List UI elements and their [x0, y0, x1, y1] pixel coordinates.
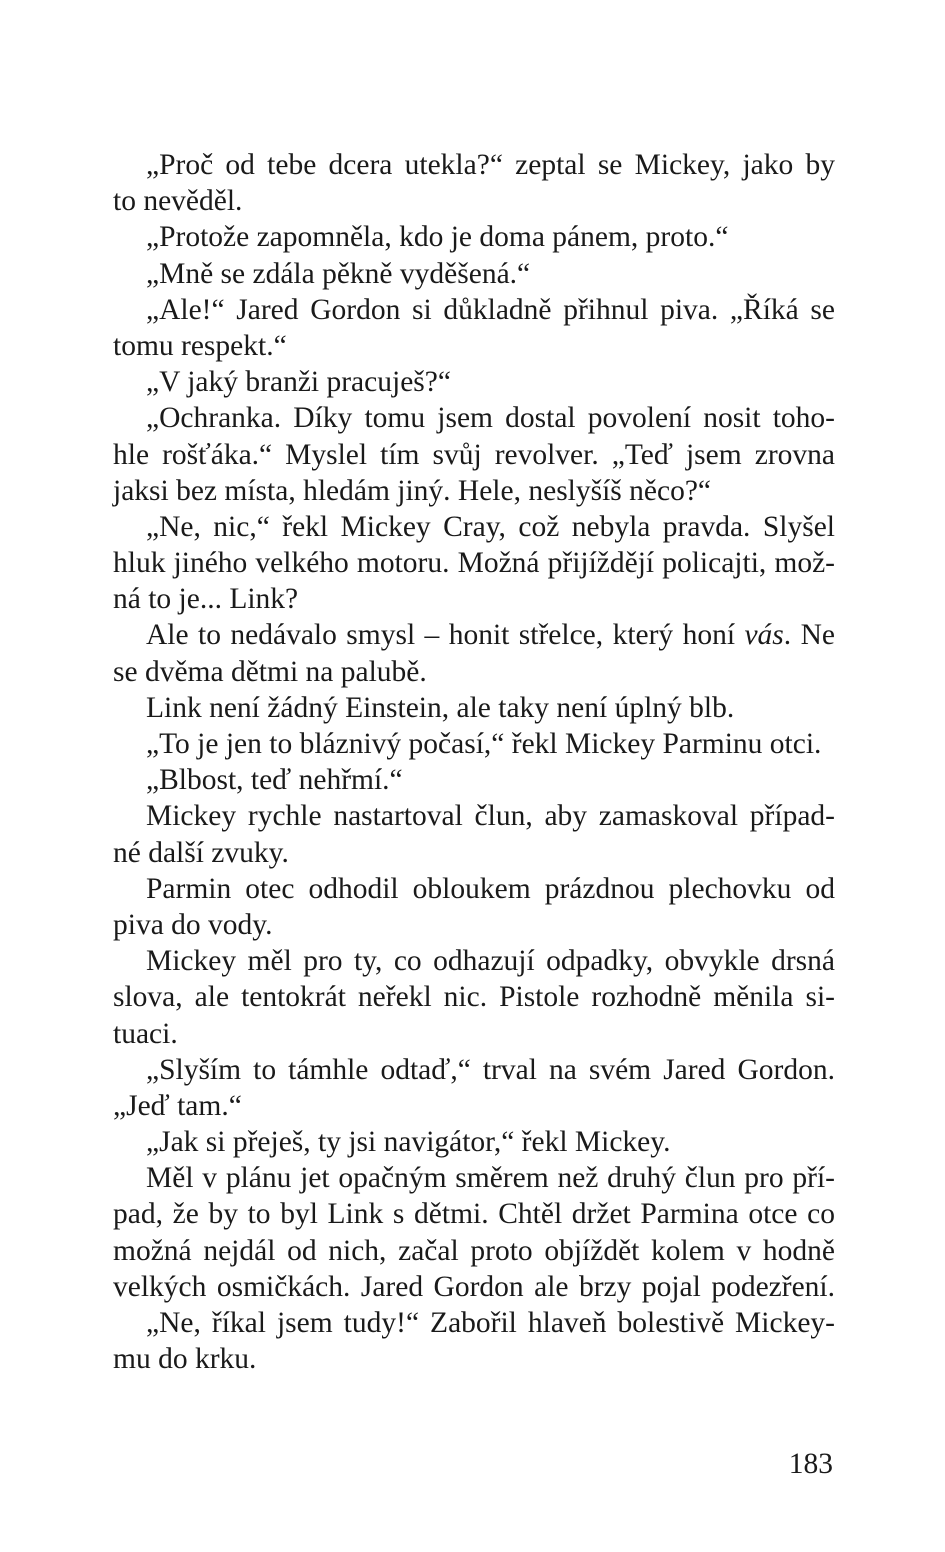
text-line: Link není žádný Einstein, ale taky není úplný blb. — [146, 691, 735, 724]
italic-emphasis: vás — [744, 619, 784, 652]
text-line: Parmin otec odhodil obloukem prázdnou plechovku od — [146, 872, 835, 905]
text-line: „Jeď tam.“ — [113, 1089, 242, 1122]
text-line: jaksi bez místa, hledám jiný. Hele, neslyšíš něco?“ — [113, 474, 712, 507]
text-line: možná nejdál od nich, začal proto objíždět kolem v hodně — [113, 1234, 835, 1267]
text-line: „Slyším to támhle odtaď,“ trval na svém Jared Gordon. — [146, 1053, 835, 1086]
text-line: „Protože zapomněla, kdo je doma pánem, proto.“ — [146, 221, 729, 254]
page-number: 183 — [788, 1448, 833, 1480]
text-line: hluk jiného velkého motoru. Možná přijíždějí policajti, mož- — [113, 547, 835, 580]
text-line: „Blbost, teď nehřmí.“ — [146, 764, 403, 797]
text-line: né další zvuky. — [113, 836, 289, 869]
text-line: to nevěděl. — [113, 185, 243, 218]
text-line: hle rošťáka.“ Myslel tím svůj revolver. „Teď jsem zrovna — [113, 438, 835, 471]
text-line: „V jaký branži pracuješ?“ — [146, 366, 451, 399]
text-line: pad, že by to byl Link s dětmi. Chtěl držet Parmina otce co — [113, 1198, 835, 1231]
text-segment: . Ne — [783, 619, 835, 652]
text-line: mu do krku. — [113, 1343, 257, 1376]
text-line: „Mně se zdála pěkně vyděšená.“ — [146, 257, 531, 290]
book-page-text — [113, 147, 835, 1377]
text-line: tomu respekt.“ — [113, 329, 287, 362]
text-line: ná to je... Link? — [113, 583, 299, 616]
text-line: „Ne, nic,“ řekl Mickey Cray, což nebyla pravda. Slyšel — [146, 510, 835, 543]
text-line: Mickey rychle nastartoval člun, aby zamaskoval případ- — [146, 800, 835, 833]
text-line: Měl v plánu jet opačným směrem než druhý člun pro pří- — [146, 1162, 835, 1195]
text-line: piva do vody. — [113, 908, 273, 941]
text-segment: Ale to nedávalo smysl – honit střelce, který honí — [146, 619, 745, 652]
text-line: slova, ale tentokrát neřekl nic. Pistole rozhodně měnila si- — [113, 981, 835, 1014]
text-line: „Jak si přeješ, ty jsi navigátor,“ řekl Mickey. — [146, 1126, 671, 1159]
text-line: „To je jen to bláznivý počasí,“ řekl Mickey Parminu otci. — [146, 728, 822, 760]
text-line: Mickey měl pro ty, co odhazují odpadky, obvykle drsná — [146, 945, 835, 978]
text-line: „Ale!“ Jared Gordon si důkladně přihnul piva. „Říká se — [146, 293, 835, 326]
text-line: tuaci. — [113, 1017, 178, 1050]
text-line: „Proč od tebe dcera utekla?“ zeptal se Mickey, jako by — [146, 149, 835, 181]
text-line: „Ne, říkal jsem tudy!“ Zabořil hlaveň bolestivě Mickey- — [146, 1307, 835, 1339]
text-line: velkých osmičkách. Jared Gordon ale brzy pojal podezření. — [113, 1270, 835, 1303]
text-line: „Ochranka. Díky tomu jsem dostal povolení nosit toho- — [146, 402, 835, 435]
text-line — [113, 617, 835, 653]
text-line: se dvěma dětmi na palubě. — [113, 655, 427, 688]
